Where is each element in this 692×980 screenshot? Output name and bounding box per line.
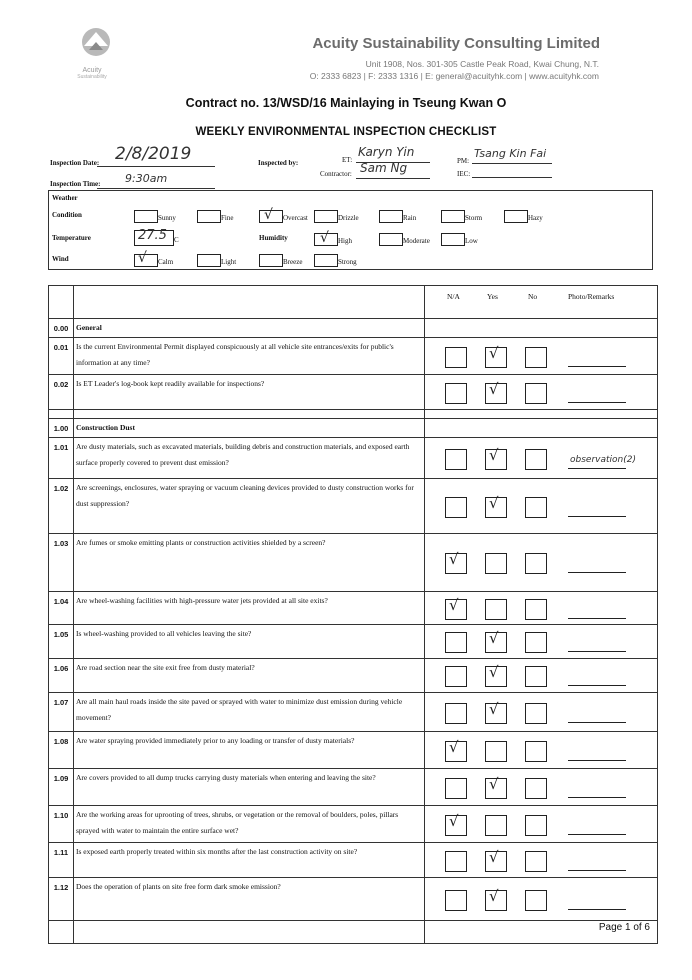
checkbox[interactable] — [197, 254, 221, 267]
tick-icon: √ — [449, 812, 459, 830]
remarks-field[interactable] — [568, 402, 626, 403]
condition-option-drizzle[interactable]: Drizzle — [314, 207, 359, 225]
answer-box-no[interactable] — [525, 347, 547, 368]
answer-cell — [425, 592, 658, 625]
tick-icon: √ — [449, 596, 459, 614]
answer-box-yes[interactable] — [485, 344, 507, 368]
tick-icon: √ — [489, 446, 499, 464]
table-row — [49, 878, 658, 921]
remarks-field[interactable] — [568, 797, 626, 798]
tick-icon: √ — [489, 663, 499, 681]
checkbox[interactable] — [134, 210, 158, 223]
tick-icon: √ — [489, 380, 499, 398]
question-text: Is exposed earth properly treated within six months after the last construction activity on site? — [74, 843, 425, 878]
tick-icon: √ — [264, 206, 273, 223]
tick-icon: √ — [449, 738, 459, 756]
table-row — [49, 769, 658, 806]
item-number: 1.06 — [49, 659, 74, 693]
spacer-cell — [49, 410, 74, 419]
remarks-field[interactable] — [568, 572, 626, 573]
tick-icon: √ — [320, 229, 329, 246]
question-text: Are dusty materials, such as excavated materials, building debris and construction materials, and exposed earth surface properly covered to prevent dust emission? — [74, 438, 425, 479]
remarks-field[interactable] — [568, 870, 626, 871]
answer-box-na[interactable] — [445, 851, 467, 872]
condition-option-sunny[interactable]: Sunny — [134, 207, 176, 225]
question-text: Are wheel-washing facilities with high-pressure water jets provided at all site exits? — [74, 592, 425, 625]
pm-field[interactable] — [472, 147, 552, 164]
table-row — [49, 843, 658, 878]
answer-box-no[interactable] — [525, 599, 547, 620]
contractor-field[interactable] — [356, 161, 430, 179]
item-number: 1.09 — [49, 769, 74, 806]
inspection-time-field[interactable] — [97, 172, 215, 189]
tick-icon: √ — [489, 629, 499, 647]
answer-box-yes[interactable] — [485, 815, 507, 836]
company-logo — [72, 22, 122, 82]
company-name: Acuity Sustainability Consulting Limited — [312, 35, 600, 52]
answer-cell — [425, 479, 658, 534]
answer-cell — [425, 319, 658, 338]
question-text: Are road section near the site exit free from dusty material? — [74, 659, 425, 693]
answer-cell — [425, 375, 658, 410]
answer-box-no[interactable] — [525, 703, 547, 724]
question-text: Is wheel-washing provided to all vehicles leaving the site? — [74, 625, 425, 659]
wind-label: Wind — [52, 255, 69, 263]
answer-box-na[interactable] — [445, 703, 467, 724]
contractor-label: Contractor: — [320, 170, 352, 178]
answer-box-no[interactable] — [525, 553, 547, 574]
answer-box-no[interactable] — [525, 383, 547, 404]
remarks-field[interactable] — [568, 651, 626, 652]
wind-option-breeze[interactable]: Breeze — [259, 251, 302, 269]
question-text: Are fumes or smoke emitting plants or construction activities shielded by a screen? — [74, 534, 425, 592]
answer-box-yes[interactable] — [485, 663, 507, 687]
column-header-na: N/A — [447, 292, 460, 301]
spacer-cell — [49, 921, 74, 944]
item-number: 1.12 — [49, 878, 74, 921]
logo-text: Acuity — [82, 67, 102, 74]
question-text: Are all main haul roads inside the site paved or sprayed with water to minimize dust emission during vehicle movement? — [74, 693, 425, 732]
answer-box-no[interactable] — [525, 449, 547, 470]
checkbox[interactable] — [379, 210, 403, 223]
spacer-row — [49, 921, 658, 944]
answer-box-no[interactable] — [525, 632, 547, 653]
item-number: 0.02 — [49, 375, 74, 410]
remark-text: observation(2) — [570, 455, 636, 465]
answer-box-na[interactable] — [445, 383, 467, 404]
question-text: Are water spraying provided immediately prior to any loading or transfer of dusty materials? — [74, 732, 425, 769]
tick-icon: √ — [489, 887, 499, 905]
answer-cell — [425, 732, 658, 769]
inspection-date-label: Inspection Date: — [50, 159, 100, 167]
item-number: 1.05 — [49, 625, 74, 659]
item-number: 0.00 — [49, 319, 74, 338]
checkbox[interactable] — [197, 210, 221, 223]
humidity-option-moderate[interactable]: Moderate — [379, 230, 430, 248]
answer-box-na[interactable] — [445, 596, 467, 620]
temperature-field[interactable] — [134, 229, 179, 247]
answer-box-na[interactable] — [445, 632, 467, 653]
answer-cell — [425, 534, 658, 592]
answer-box-no[interactable] — [525, 815, 547, 836]
table-row — [49, 479, 658, 534]
table-row — [49, 592, 658, 625]
answer-box-no[interactable] — [525, 851, 547, 872]
condition-option-rain[interactable]: Rain — [379, 207, 416, 225]
section-row — [49, 419, 658, 438]
humidity-label: Humidity — [259, 234, 288, 242]
condition-option-overcast[interactable]: √ Overcast — [259, 207, 308, 225]
wind-option-light[interactable]: Light — [197, 251, 236, 269]
header-num-cell — [49, 286, 74, 319]
answer-box-yes[interactable] — [485, 887, 507, 911]
spacer-cell — [74, 921, 425, 944]
item-number: 1.08 — [49, 732, 74, 769]
tick-icon: √ — [489, 848, 499, 866]
inspection-time-value: 9:30am — [125, 172, 168, 185]
spacer-cell — [425, 410, 658, 419]
tick-icon: √ — [489, 775, 499, 793]
tick-icon: √ — [489, 700, 499, 718]
answer-cell — [425, 693, 658, 732]
answer-box-na[interactable] — [445, 550, 467, 574]
answer-box-na[interactable] — [445, 497, 467, 518]
answer-box-yes[interactable] — [485, 553, 507, 574]
tick-icon: √ — [138, 249, 147, 266]
answer-cell — [425, 419, 658, 438]
answer-cell — [425, 769, 658, 806]
temperature-box[interactable] — [134, 230, 174, 246]
checkbox[interactable] — [259, 254, 283, 267]
weather-section — [48, 190, 653, 270]
header-answer-cell — [425, 286, 658, 319]
answer-cell — [425, 625, 658, 659]
item-number: 1.01 — [49, 438, 74, 479]
item-number: 1.04 — [49, 592, 74, 625]
weather-heading: Weather — [52, 194, 78, 202]
answer-box-na[interactable] — [445, 347, 467, 368]
answer-box-no[interactable] — [525, 497, 547, 518]
answer-box-yes[interactable] — [485, 848, 507, 872]
remarks-field[interactable] — [568, 760, 626, 761]
checkbox[interactable] — [379, 233, 403, 246]
section-title: General — [74, 319, 425, 338]
remarks-field[interactable] — [568, 366, 626, 367]
checkbox[interactable] — [314, 254, 338, 267]
table-row — [49, 438, 658, 479]
column-header-no: No — [528, 292, 538, 301]
answer-cell — [425, 843, 658, 878]
item-number: 1.03 — [49, 534, 74, 592]
checklist-title: WEEKLY ENVIRONMENTAL INSPECTION CHECKLIST — [195, 126, 497, 138]
table-row — [49, 625, 658, 659]
answer-cell — [425, 806, 658, 843]
answer-box-na[interactable] — [445, 738, 467, 762]
section-title: Construction Dust — [74, 419, 425, 438]
spacer-row — [49, 410, 658, 419]
answer-box-na[interactable] — [445, 812, 467, 836]
pm-label: PM: — [457, 157, 470, 165]
section-row — [49, 319, 658, 338]
condition-label: Condition — [52, 211, 82, 219]
logo-subtext: Sustainability — [77, 74, 107, 80]
remarks-field[interactable] — [568, 618, 626, 619]
checkbox-checked[interactable] — [259, 206, 283, 223]
column-header-remarks: Photo/Remarks — [568, 292, 615, 301]
answer-box-no[interactable] — [525, 741, 547, 762]
tick-icon: √ — [449, 550, 459, 568]
temperature-unit: C — [174, 236, 179, 244]
remarks-field[interactable] — [568, 516, 626, 517]
inspection-date-field[interactable] — [97, 146, 215, 167]
answer-box-na[interactable] — [445, 890, 467, 911]
company-address — [310, 58, 599, 82]
iec-field[interactable] — [472, 164, 552, 178]
inspection-date-value: 2/8/2019 — [115, 144, 192, 164]
remarks-field[interactable] — [568, 468, 626, 469]
remarks-field[interactable] — [568, 834, 626, 835]
table-row — [49, 659, 658, 693]
contract-title: Contract no. 13/WSD/16 Mainlaying in Tseung Kwan O — [185, 96, 507, 110]
condition-option-storm[interactable]: Storm — [441, 207, 482, 225]
table-row — [49, 806, 658, 843]
humidity-option-high[interactable]: √ High — [314, 230, 352, 248]
checkbox[interactable] — [314, 210, 338, 223]
table-row — [49, 375, 658, 410]
spacer-cell — [74, 410, 425, 419]
checkbox[interactable] — [441, 210, 465, 223]
condition-option-fine[interactable]: Fine — [197, 207, 233, 225]
contact-line: O: 2333 6823 | F: 2333 1316 | E: general@acuityhk.com | www.acuityhk.com — [309, 71, 599, 81]
item-number: 1.07 — [49, 693, 74, 732]
question-text: Are covers provided to all dump trucks carrying dusty materials when entering and leaving the site? — [74, 769, 425, 806]
checkbox[interactable] — [504, 210, 528, 223]
answer-box-na[interactable] — [445, 778, 467, 799]
item-number: 1.02 — [49, 479, 74, 534]
pm-value: Tsang Kin Fai — [474, 147, 547, 160]
question-text: Are the working areas for uprooting of trees, shrubs, or vegetation or the removal of boulders, poles, pillars sprayed with water to maintain the entire surface wet? — [74, 806, 425, 843]
column-header-yes: Yes — [487, 292, 498, 301]
header-question-cell — [74, 286, 425, 319]
wind-option-calm[interactable]: √ Calm — [134, 251, 173, 269]
answer-box-no[interactable] — [525, 666, 547, 687]
humidity-option-low[interactable]: Low — [441, 230, 478, 248]
condition-option-hazy[interactable]: Hazy — [504, 207, 543, 225]
inspected-by-label: Inspected by: — [258, 159, 299, 167]
et-label: ET: — [342, 156, 353, 164]
answer-box-na[interactable] — [445, 666, 467, 687]
et-value: Karyn Yin — [358, 145, 415, 159]
table-row — [49, 338, 658, 375]
table-row — [49, 534, 658, 592]
checklist-table — [48, 285, 658, 944]
answer-box-yes[interactable] — [485, 775, 507, 799]
answer-box-yes[interactable] — [485, 629, 507, 653]
page-number: Page 1 of 6 — [598, 922, 650, 933]
temperature-label: Temperature — [52, 234, 91, 242]
answer-box-yes[interactable] — [485, 599, 507, 620]
table-header-row — [49, 286, 658, 319]
item-number: 1.00 — [49, 419, 74, 438]
question-text: Does the operation of plants on site free form dark smoke emission? — [74, 878, 425, 921]
tick-icon: √ — [489, 344, 499, 362]
question-text: Is ET Leader's log-book kept readily available for inspections? — [74, 375, 425, 410]
remarks-field[interactable] — [568, 685, 626, 686]
contractor-value: Sam Ng — [360, 161, 408, 175]
table-row — [49, 693, 658, 732]
answer-box-na[interactable] — [445, 449, 467, 470]
answer-cell — [425, 438, 658, 479]
inspection-time-label: Inspection Time: — [50, 180, 101, 188]
answer-box-yes[interactable] — [485, 741, 507, 762]
tick-icon: √ — [489, 494, 499, 512]
answer-box-no[interactable] — [525, 778, 547, 799]
remarks-field[interactable] — [568, 722, 626, 723]
answer-cell — [425, 338, 658, 375]
remarks-field[interactable] — [568, 909, 626, 910]
table-row — [49, 732, 658, 769]
address-line: Unit 1908, Nos. 301-305 Castle Peak Road, Kwai Chung, N.T. — [365, 59, 599, 69]
answer-cell — [425, 659, 658, 693]
item-number: 1.10 — [49, 806, 74, 843]
answer-box-yes[interactable] — [485, 494, 507, 518]
answer-box-yes[interactable] — [485, 380, 507, 404]
item-number: 1.11 — [49, 843, 74, 878]
temperature-value: 27.5 — [138, 228, 167, 244]
question-text: Are screenings, enclosures, water spraying or vacuum cleaning devices provided to dusty construction works for dust suppression? — [74, 479, 425, 534]
iec-label: IEC: — [457, 170, 471, 178]
answer-box-yes[interactable] — [485, 446, 507, 470]
answer-cell — [425, 878, 658, 921]
question-text: Is the current Environmental Permit displayed conspicuously at all vehicle site entrances/exits for public's information at any time? — [74, 338, 425, 375]
wind-option-strong[interactable]: Strong — [314, 251, 357, 269]
answer-box-yes[interactable] — [485, 700, 507, 724]
item-number: 0.01 — [49, 338, 74, 375]
answer-box-no[interactable] — [525, 890, 547, 911]
checkbox[interactable] — [441, 233, 465, 246]
